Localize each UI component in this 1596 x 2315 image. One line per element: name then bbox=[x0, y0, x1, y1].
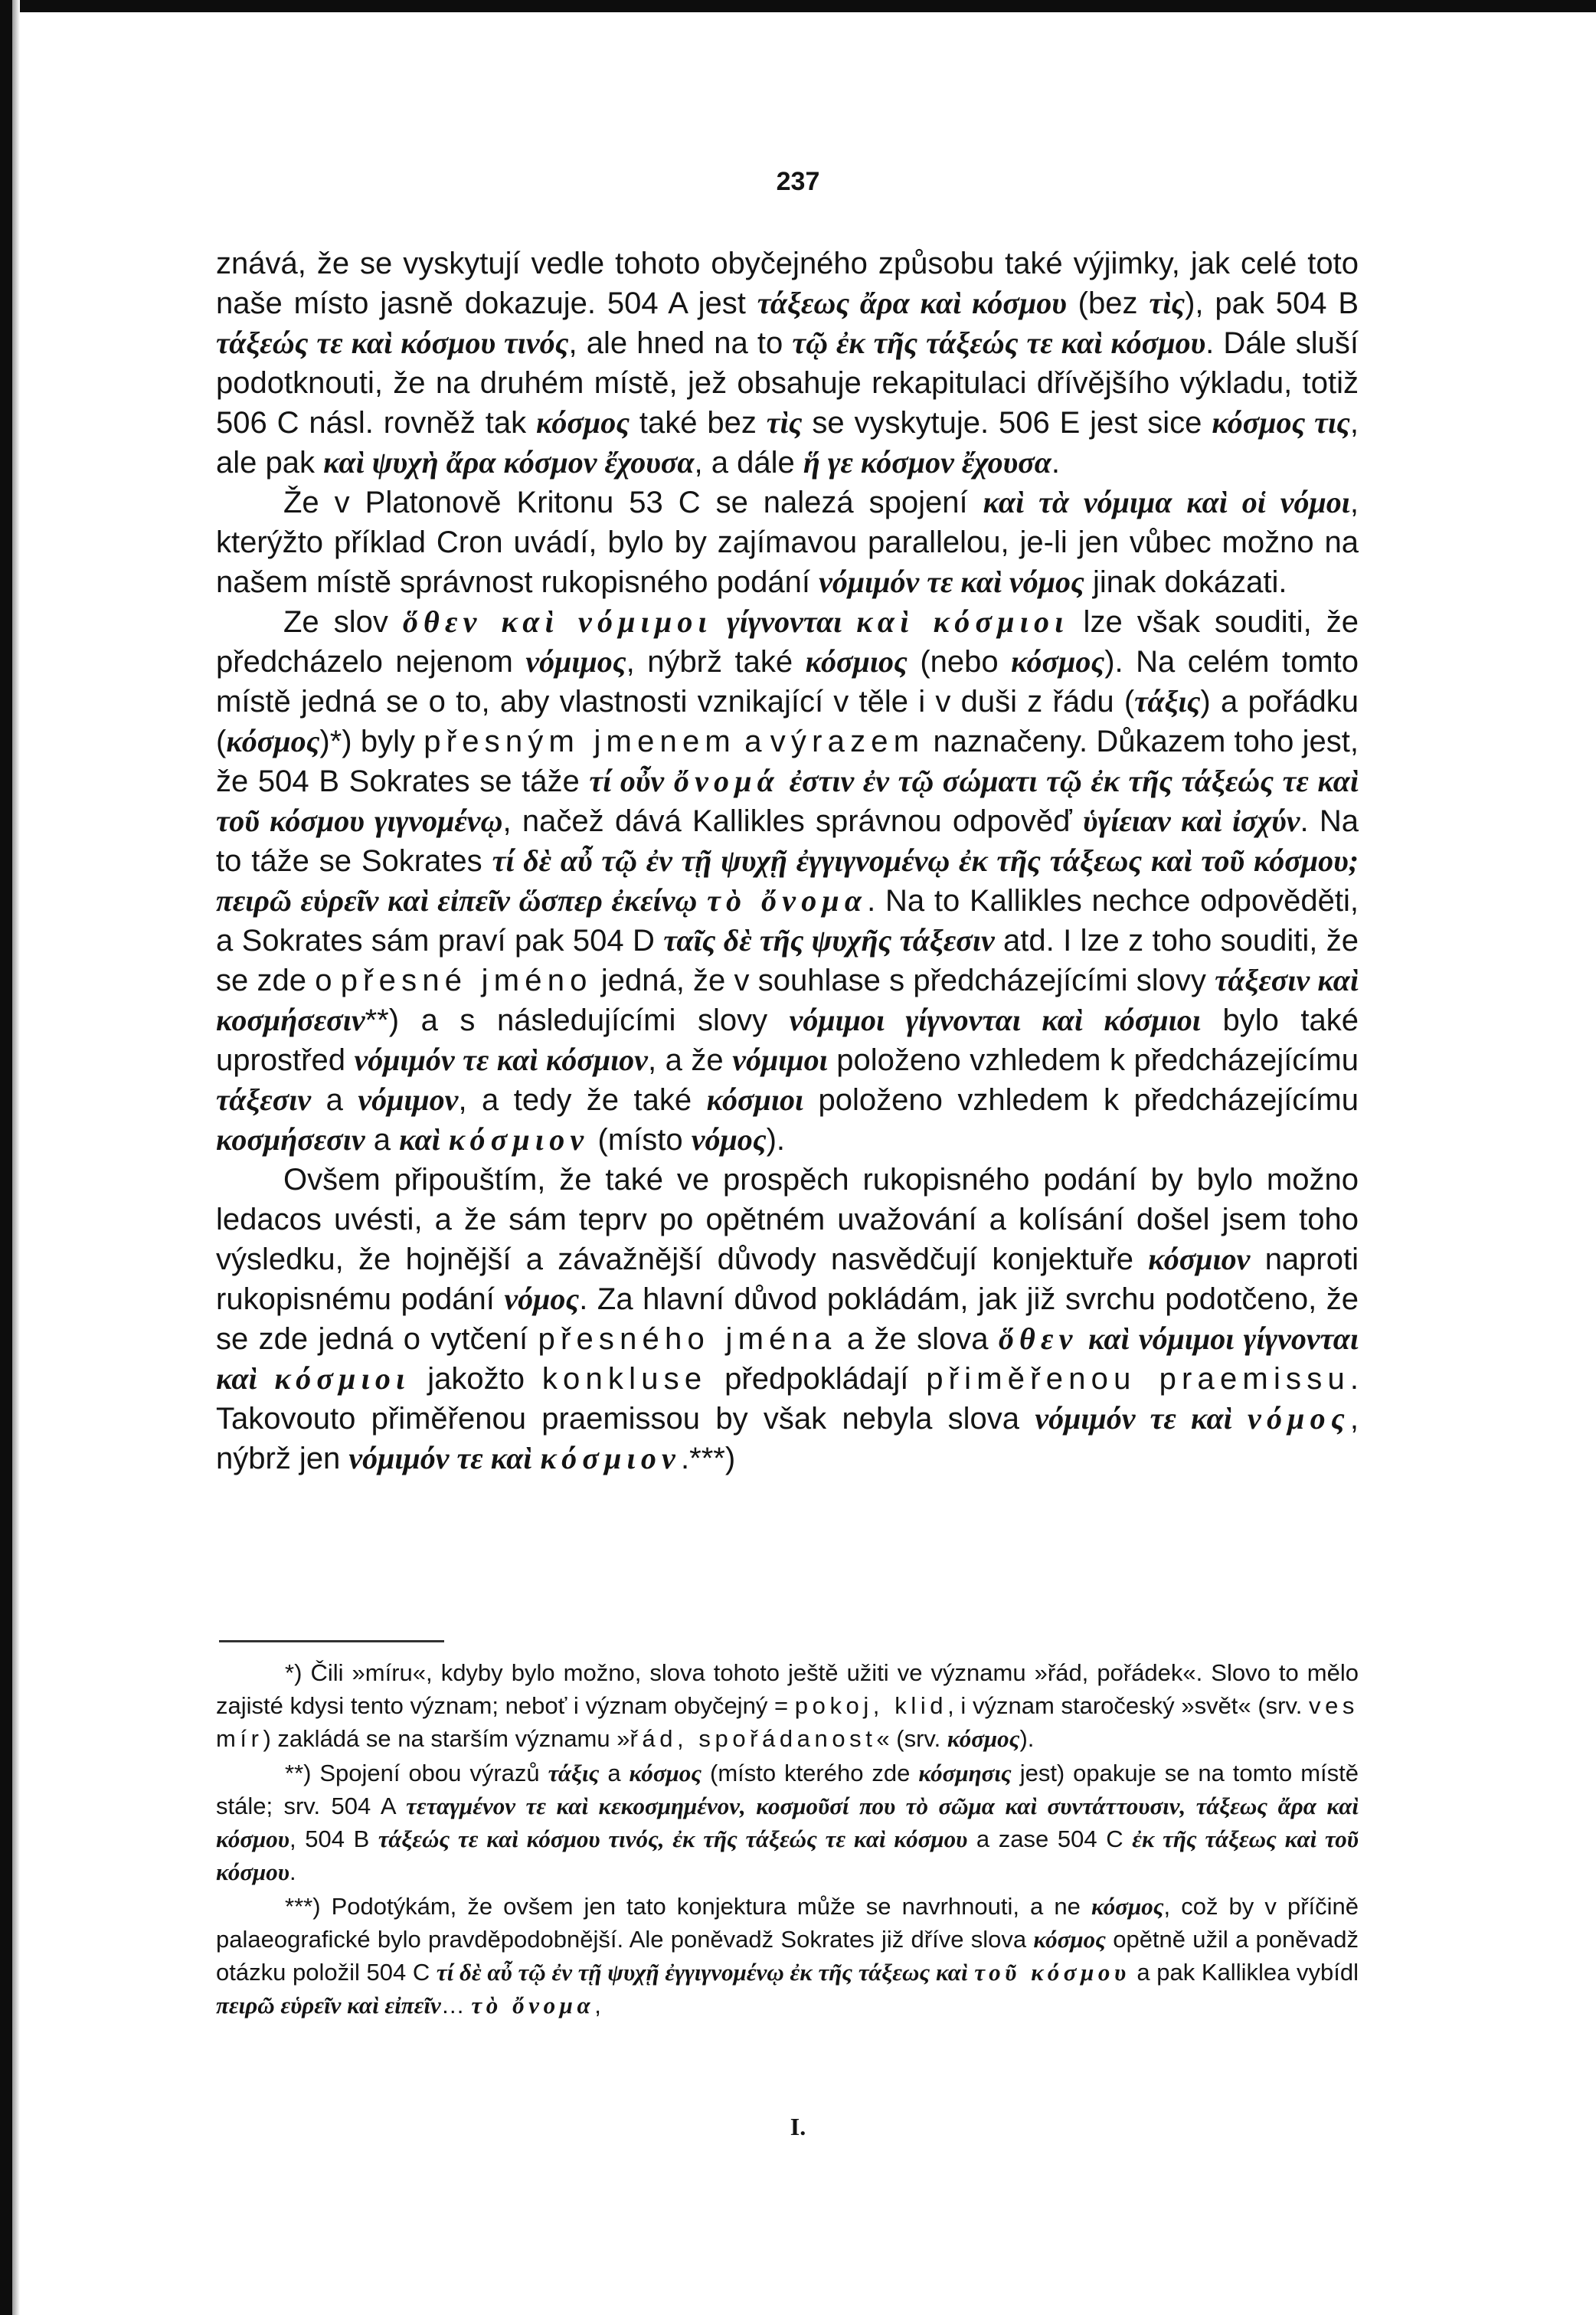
greek-run: κόσμιον bbox=[1148, 1242, 1251, 1276]
text-run: , a že bbox=[647, 1043, 733, 1077]
text-run: )*) byly bbox=[319, 725, 424, 758]
text-run: ). bbox=[1019, 1725, 1035, 1752]
greek-run: νόμιμόν τε καὶ κόσμιον bbox=[354, 1043, 648, 1077]
text-run: konkluse bbox=[541, 1362, 708, 1396]
text-run: jinak dokázati. bbox=[1084, 565, 1287, 599]
greek-run: ὄνομά bbox=[673, 764, 780, 798]
text-run: a bbox=[365, 1123, 400, 1157]
text-run bbox=[1232, 1402, 1248, 1436]
text-run: (místo bbox=[589, 1123, 692, 1157]
text-run: ). bbox=[766, 1123, 786, 1157]
text-run: . bbox=[1051, 446, 1061, 480]
page-edge-shadow bbox=[12, 0, 20, 2315]
greek-run: ὅθεν bbox=[998, 1321, 1078, 1356]
paragraph-3 bbox=[216, 602, 1359, 1160]
greek-run: κόσμος bbox=[947, 1725, 1020, 1752]
text-run: také bez bbox=[630, 406, 767, 440]
text-run: bylo také uprostřed bbox=[216, 1004, 1359, 1077]
scan-top-border bbox=[0, 0, 1596, 12]
footnotes bbox=[216, 1656, 1359, 2023]
greek-run: τί δὲ αὖ τῷ ἐν τῇ ψυχῇ ἐγγιγνομένῳ ἐκ τῆς τάξεως καὶ τοῦ κόσμου; πειρῶ εὑρεῖν καὶ εἰπεῖν ὥσπερ ἐκείνῳ bbox=[216, 843, 1359, 918]
greek-run: τάξεως ἄρα καὶ κόσμου bbox=[757, 286, 1067, 320]
text-run: ), pak 504 B bbox=[1185, 287, 1359, 320]
text-run: , nýbrž také bbox=[626, 645, 806, 679]
text-run: ) a pořádku ( bbox=[216, 685, 1359, 758]
text-run: , i význam staročeský »svět« (srv. bbox=[947, 1692, 1309, 1719]
text-run: « (srv. bbox=[876, 1725, 947, 1752]
greek-run: τί δὲ αὖ τῷ ἐν τῇ ψυχῇ ἐγγιγνομένῳ ἐκ τῆς τάξεως καὶ bbox=[436, 1959, 968, 1986]
text-run: . Za hlavní důvod pokládám, jak již svrchu podotčeno, že se zde jedná o vytčení bbox=[216, 1282, 1359, 1356]
text-run: a bbox=[311, 1083, 358, 1117]
text-run: položeno vzhledem k předcházejícímu bbox=[803, 1083, 1359, 1117]
text-run: , kterýžto příklad Cron uvádí, bylo by zajímavou parallelou, je-li jen vůbec možno na našem místě správnost rukopisného podání bbox=[216, 486, 1359, 599]
text-run: , a dále bbox=[694, 446, 803, 480]
greek-run: ἐστιν ἐν τῷ σώματι τῷ ἐκ τῆς τάξεώς τε καὶ τοῦ κόσμου γιγνομένῳ bbox=[216, 764, 1359, 838]
text-run: , a tedy že také bbox=[458, 1083, 707, 1117]
text-run bbox=[780, 765, 790, 798]
greek-run: τοῦ κόσμου bbox=[974, 1959, 1130, 1986]
footnote-3 bbox=[216, 1890, 1359, 2022]
footnote-1 bbox=[216, 1656, 1359, 1755]
text-run: , bbox=[594, 1992, 601, 2019]
text-run: a bbox=[735, 725, 770, 758]
text-run: . Na to Kallikles nechce odpověděti, a Sokrates sám praví pak 504 D bbox=[216, 884, 1359, 958]
text-run: , ale hned na to bbox=[568, 326, 793, 360]
text-run: . Dále sluší podotknouti, že na druhém místě, jež obsahuje rekapitulaci dřívějšího výkladu, totiž 506 C násl. rovněž tak bbox=[216, 326, 1359, 440]
text-run: … bbox=[440, 1992, 472, 2019]
text-run: , ale pak bbox=[216, 406, 1359, 480]
text-run bbox=[1078, 1322, 1088, 1356]
greek-run: τὶς bbox=[766, 405, 803, 440]
text-run: Ze slov bbox=[283, 605, 403, 639]
greek-run: ὅθεν καὶ νόμιμοι bbox=[402, 604, 712, 639]
text-run: , 504 B bbox=[289, 1825, 378, 1852]
text-run: atd. I lze z toho souditi, že se zde o bbox=[216, 924, 1359, 997]
text-run: Ovšem připouštím, že také ve prospěch rukopisného podání by bylo možno ledacos uvésti, a že sám teprv po opětném uvažování a kolísání došel jsem toho výsledku, že hojnější a závažnější důvody nasvědčují konjektuře bbox=[216, 1163, 1359, 1276]
text-run: . Na to táže se Sokrates bbox=[216, 804, 1359, 878]
text-run: naproti rukopisnému podání bbox=[216, 1243, 1359, 1316]
greek-run: πειρῶ εὑρεῖν καὶ εἰπεῖν bbox=[216, 1992, 441, 2019]
greek-run: ἥ γε κόσμον ἔχουσα bbox=[803, 445, 1051, 480]
greek-run: τὸ ὄνομα bbox=[707, 883, 868, 918]
text-run: (bez bbox=[1066, 287, 1150, 320]
text-run bbox=[842, 605, 856, 639]
greek-run: κόσμος bbox=[629, 1760, 702, 1786]
text-run: znává, že se vyskytují vedle tohoto obyčejného způsobu také výjimky, jak celé toto naše místo jasně dokazuje. 504 A jest bbox=[216, 247, 1359, 320]
paragraph-2 bbox=[216, 483, 1359, 602]
greek-run: νόμιμόν τε καὶ νόμος bbox=[819, 565, 1084, 599]
text-run: **) Spojení obou výrazů bbox=[285, 1760, 548, 1786]
greek-run: νόμος bbox=[691, 1122, 767, 1157]
text-run: (nebo bbox=[907, 645, 1012, 679]
text-run: *) Čili »míru«, kdyby bylo možno, slova tohoto ještě užiti ve významu »řád, pořádek«. Slovo to mělo zajisté kdysi tento význam; neboť i význam obyčejný = bbox=[216, 1659, 1359, 1719]
text-run: .***) bbox=[681, 1442, 736, 1475]
greek-run: νόμος bbox=[504, 1282, 580, 1316]
text-run bbox=[664, 765, 674, 798]
greek-run: καὶ τὰ νόμιμα καὶ οἱ νόμοι bbox=[983, 485, 1350, 519]
greek-run: κόσμος τις bbox=[1212, 405, 1350, 440]
greek-run: ταῖς δὲ τῆς ψυχῆς τάξεσιν bbox=[663, 923, 995, 958]
greek-run: κόσμος bbox=[1091, 1893, 1164, 1920]
greek-run: κόσμιον bbox=[540, 1441, 682, 1475]
text-run bbox=[697, 884, 707, 918]
greek-run: καὶ κόσμιοι bbox=[856, 604, 1069, 639]
greek-run: νόμιμοι bbox=[732, 1043, 828, 1077]
page-number: 237 bbox=[776, 167, 820, 196]
text-run: ves mír bbox=[216, 1692, 1359, 1752]
greek-run: τάξις bbox=[548, 1760, 600, 1786]
text-run: , načež dává Kallikles správnou odpověď bbox=[502, 804, 1084, 838]
text-run: a že slova bbox=[836, 1322, 999, 1356]
text-run: opětně užil a poněvadž otázku položil 504 C bbox=[216, 1926, 1359, 1986]
text-run bbox=[440, 1123, 449, 1157]
text-run: se vyskytuje. 506 E jest sice bbox=[802, 406, 1212, 440]
text-run: , což by v příčině palaeografické bylo pravděpodobnější. Ale poněvadž Sokrates již dříve slova bbox=[216, 1893, 1359, 1953]
text-run: ) zakládá se na starším významu » bbox=[263, 1725, 630, 1752]
greek-run: τάξεσιν καὶ κοσμήσεσιν bbox=[216, 963, 1359, 1037]
text-run: a bbox=[599, 1760, 630, 1786]
text-run: a pak Kalliklea vybídl bbox=[1130, 1959, 1359, 1986]
greek-run: τάξεώς τε καὶ κόσμου τινός, ἐκ τῆς τάξεώς τε καὶ κόσμου bbox=[378, 1825, 968, 1852]
text-run: pokoj, klid bbox=[794, 1692, 948, 1719]
text-run: Že v Platonově Kritonu 53 C se nalezá spojení bbox=[283, 486, 983, 519]
greek-run: τῷ ἐκ τῆς τάξεώς τε καὶ κόσμου bbox=[792, 326, 1206, 360]
text-run bbox=[968, 1959, 975, 1986]
greek-run: γίγνονται bbox=[726, 604, 842, 639]
greek-run: νόμος bbox=[1248, 1401, 1350, 1436]
text-run: . bbox=[289, 1858, 296, 1885]
paragraph-1 bbox=[216, 244, 1359, 483]
text-run: ). Na celém tomto místě jedná se o to, aby vlastnosti vznikající v těle i v duši z řádu ( bbox=[216, 645, 1359, 719]
greek-run: τὸ ὄνομα bbox=[471, 1992, 595, 2019]
printer-signature: I. bbox=[790, 2113, 806, 2140]
text-run: přesným jmenem bbox=[424, 725, 736, 758]
greek-run: τάξεώς τε καὶ κόσμου τινός bbox=[216, 326, 569, 360]
greek-run: κόσμιος bbox=[805, 644, 908, 679]
greek-run: νόμιμοι γίγνονται καὶ κόσμιοι bbox=[789, 1003, 1201, 1037]
text-run: předpokládají bbox=[707, 1362, 927, 1396]
greek-run: κοσμήσεσιν bbox=[216, 1122, 365, 1157]
greek-run: νόμιμος bbox=[525, 644, 626, 679]
text-run: přesného jména bbox=[538, 1322, 837, 1356]
main-text bbox=[216, 244, 1359, 1478]
text-run: jakožto bbox=[410, 1362, 542, 1396]
footnote-2 bbox=[216, 1757, 1359, 1888]
text-run: a zase 504 C bbox=[967, 1825, 1133, 1852]
greek-run: τὶς bbox=[1149, 286, 1186, 320]
text-run: . Takovouto přiměřenou praemissou by však nebyla slova bbox=[216, 1362, 1359, 1436]
text-run bbox=[257, 1362, 275, 1396]
greek-run: κόσμος bbox=[1011, 644, 1105, 679]
text-run: přiměřenou praemissu bbox=[926, 1362, 1350, 1396]
text-run: položeno vzhledem k předcházejícímu bbox=[827, 1043, 1359, 1077]
greek-run: νόμιμόν τε καὶ bbox=[348, 1441, 532, 1475]
greek-run: καὶ bbox=[399, 1122, 440, 1157]
greek-run: τί οὖν bbox=[589, 764, 665, 798]
text-run: výrazem bbox=[770, 725, 925, 758]
greek-run: ἐκ τῆς τάξεως καὶ τοῦ κόσμου bbox=[216, 1825, 1359, 1885]
text-run: řád, spořádanost bbox=[630, 1725, 877, 1752]
greek-run: ὑγίειαν καὶ ἰσχύν bbox=[1083, 804, 1300, 838]
text-run: (místo kterého zde bbox=[702, 1760, 919, 1786]
text-run: přesné jméno bbox=[340, 964, 593, 997]
greek-run: κόσμιον bbox=[448, 1122, 590, 1157]
greek-run: κόσμος bbox=[535, 405, 630, 440]
paragraph-4 bbox=[216, 1160, 1359, 1478]
text-run: , nýbrž jen bbox=[216, 1402, 1359, 1475]
text-run: naznačeny. Důkazem toho jest, že 504 B Sokrates se táže bbox=[216, 725, 1359, 798]
greek-run: τεταγμένον τε καὶ κεκοσμημένον, κοσμοῦσί που τὸ σῶμα καὶ συντάττουσιν, τάξεως ἄρα καὶ κόσμου bbox=[216, 1793, 1359, 1852]
text-run bbox=[531, 1442, 540, 1475]
greek-run: κόσμος bbox=[226, 724, 320, 758]
greek-run: καὶ ψυχὴ ἄρα κόσμον ἔχουσα bbox=[323, 445, 695, 480]
text-run bbox=[712, 605, 727, 639]
greek-run: κόσμησις bbox=[918, 1760, 1012, 1786]
text-run: jedná, že v souhlase s předcházejícími slovy bbox=[592, 964, 1215, 997]
scan-left-border bbox=[0, 0, 12, 2315]
greek-run: τάξεσιν bbox=[216, 1082, 312, 1117]
greek-run: κόσμιοι bbox=[274, 1361, 410, 1396]
text-run: ***) Podotýkám, že ovšem jen tato konjektura může se navrhnouti, a ne bbox=[285, 1893, 1091, 1920]
greek-run: τάξις bbox=[1134, 684, 1201, 719]
text-run: lze však souditi, že předcházelo nejenom bbox=[216, 605, 1359, 679]
greek-run: καὶ νόμιμοι γίγνονται καὶ bbox=[216, 1321, 1359, 1396]
text-run: **) a s následujícími slovy bbox=[365, 1004, 790, 1037]
footnote-separator bbox=[219, 1640, 444, 1642]
greek-run: νόμιμον bbox=[358, 1082, 459, 1117]
greek-run: κόσμος bbox=[1033, 1926, 1106, 1953]
text-run: jest) opakuje se na tomto místě stále; srv. 504 A bbox=[216, 1760, 1359, 1819]
greek-run: νόμιμόν τε καὶ bbox=[1035, 1401, 1232, 1436]
greek-run: κόσμιοι bbox=[706, 1082, 804, 1117]
